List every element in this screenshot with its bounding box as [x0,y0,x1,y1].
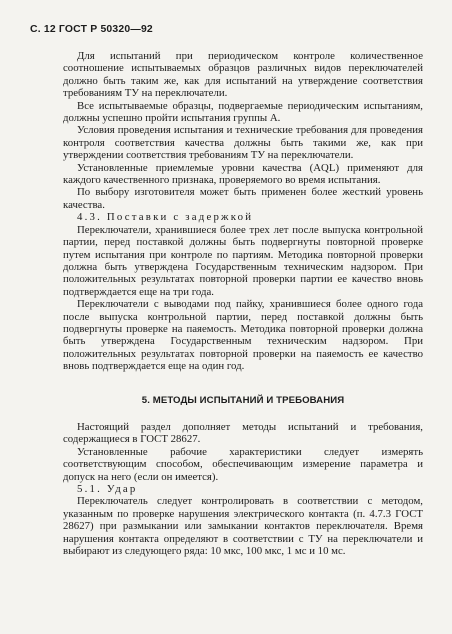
paragraph: Все испытываемые образцы, подвергаемые периодическим испытаниям, должны успешно пройти испытания группы А. [63,99,423,125]
paragraph: Настоящий раздел дополняет методы испытаний и требования, содержащиеся в ГОСТ 28627. [63,420,423,446]
paragraph: Переключатели, хранившиеся более трех лет после выпуска контрольной партии, перед поставкой должны быть подвергнуты повторной проверке путем испытания при контроле по партиям. Методика повторной проверки должна быть утверждена Государственным техническим надзором. При положительных результатах повторной проверки партии ее качество вновь подтверждается еще на три года. [63,223,423,298]
page-body [63,50,423,557]
subsection-title: 5.1. Удар [77,483,138,495]
paragraph: Переключатель следует контролировать в соответствии с методом, указанным по проверке нарушения электрического контакта (п. 4.7.3 ГОСТ 28627) при размыкании или замыкании контактов переключателя. Время нарушения контакта определяют в соответствии с ТУ на переключатели и выбирают из следующего ряда: 10 мкс, 100 мкс, 1 мс и 10 мс. [63,495,423,558]
paragraph: Установленные рабочие характеристики следует измерять соответствующим способом, обеспечивающим измерение параметра и допуск на него (если он имеется). [63,445,423,483]
section-title: 5. МЕТОДЫ ИСПЫТАНИЙ И ТРЕБОВАНИЯ [141,394,345,406]
paragraph: Для испытаний при периодическом контроле количественное соотношение испытываемых образцов различных видов переключателей должно быть таким же, как для испытаний на утверждение соответствия требованиям ТУ на переключатели. [63,50,423,100]
subsection-title: 4.3. Поставки с задержкой [77,211,254,224]
paragraph: Переключатели с выводами под пайку, хранившиеся более одного года после выпуска контрольной партии, перед поставкой должны быть подвергнуты проверке на паяемость. Методика повторной проверки должна быть утверждена Государственным техническим надзором. При положительных результатах повторной проверки на паяемость ее качество вновь подтверждается еще на один год. [63,298,423,373]
paragraph: По выбору изготовителя может быть применен более жесткий уровень качества. [63,186,423,211]
paragraph: Установленные приемлемые уровни качества (AQL) применяют для каждого качественного признака, проверяемого во время испытания. [63,161,423,187]
paragraph: Условия проведения испытания и технические требования для проведения контроля соответствия качества должны быть такими же, как при утверждении соответствия требованиям ТУ на переключатели. [63,124,423,162]
page-header: С. 12 ГОСТ Р 50320—92 [30,24,153,35]
